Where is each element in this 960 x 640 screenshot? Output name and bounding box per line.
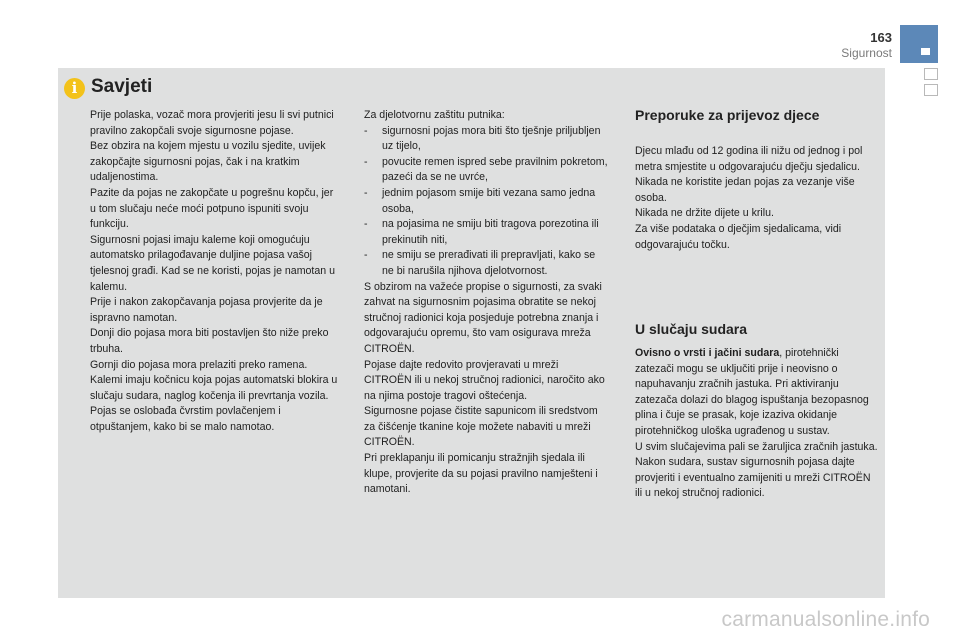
paragraph: Kalemi imaju kočnicu koja pojas automatski blokira u slučaju sudara, naglog kočenja ili prevrtanja vozila. Pojas se oslobađa čvrstim povlačenjem i otpuštanjem, kako bi se malo namotao.: [90, 374, 338, 433]
paragraph: Nikada ne držite dijete u krilu.: [635, 207, 774, 220]
list-dash: -: [364, 186, 368, 199]
section-tab[interactable]: [924, 84, 938, 96]
heading-collision: U slučaju sudara: [635, 321, 748, 337]
list-dash: -: [364, 218, 368, 231]
paragraph: Pri preklapanju ili pomicanju stražnjih sjedala ili klupe, provjerite da su pojasi pravilno namješteni i namotani.: [364, 452, 598, 496]
heading-child-transport: Preporuke za prijevoz djece: [635, 107, 820, 123]
list-item-text: sigurnosni pojas mora biti što tješnje priljubljen uz tijelo,: [382, 124, 601, 153]
list-item: [364, 186, 608, 217]
section-tab-active[interactable]: [900, 25, 938, 63]
list-item-text: na pojasima ne smiju biti tragova porezotina ili prekinutih niti,: [382, 218, 599, 246]
page-number: 163: [870, 30, 892, 45]
paragraph: [635, 346, 879, 440]
paragraph: Prije i nakon zakopčavanja pojasa provjerite da je ispravno namotan.: [90, 296, 323, 324]
advice-column-2: [364, 108, 608, 498]
info-icon: i: [64, 78, 85, 99]
advice-panel: [58, 68, 885, 598]
panel-title: Savjeti: [91, 76, 153, 97]
paragraph: Nikada ne koristite jedan pojas za vezanje više osoba.: [635, 176, 855, 204]
list-item-text: povucite remen ispred sebe pravilnim pokretom, pazeći da se ne uvrće,: [382, 155, 608, 184]
list-dash: -: [364, 124, 368, 137]
paragraph: Gornji dio pojasa mora prelaziti preko ramena.: [90, 358, 308, 371]
advice-column-1: [90, 108, 340, 435]
child-transport-text: [635, 144, 879, 253]
tab-marker: [921, 48, 930, 55]
list-dash: -: [364, 155, 368, 168]
paragraph: Nakon sudara, sustav sigurnosnih pojasa dajte provjeriti i eventualno zamijeniti u mreži CITROËN ili u nekoj stručnoj radionici.: [635, 456, 871, 500]
section-tab[interactable]: [924, 68, 938, 80]
lead-text: Ovisno o vrsti i jačini sudara: [635, 347, 780, 359]
paragraph: Bez obzira na kojem mjestu u vozilu sjedite, uvijek zakopčajte sigurnosni pojas, čak i na kratkim udaljenostima.: [90, 140, 326, 184]
paragraph: Djecu mlađu od 12 godina ili nižu od jednog i pol metra smjestite u odgovarajuću dječju sjedalicu.: [635, 145, 863, 173]
list-item-text: ne smiju se prerađivati ili prepravljati, kako se ne bi narušila njihova djelotvornost.: [382, 249, 596, 277]
paragraph: Donji dio pojasa mora biti postavljen što niže preko trbuha.: [90, 327, 329, 355]
list-item: [364, 124, 608, 155]
paragraph: Sigurnosni pojasi imaju kaleme koji omogućuju automatsko prilagođavanje duljine pojasa vašoj tjelesnoj građi. Kad se ne koristi, pojas je namotan u kalemu.: [90, 233, 335, 293]
collision-text: [635, 346, 879, 502]
list-intro: Za djelotvornu zaštitu putnika:: [364, 109, 505, 121]
paragraph: Pazite da pojas ne zakopčate u pogrešnu kopču, jer u tom slučaju neće moći potpuno ispuniti svoju funkciju.: [90, 186, 334, 231]
watermark: carmanualsonline.info: [721, 608, 930, 631]
section-name: Sigurnost: [841, 46, 892, 60]
paragraph: Sigurnosne pojase čistite sapunicom ili sredstvom za čišćenje tkanine koje možete nabaviti u mreži CITROËN.: [364, 405, 598, 449]
list-item: [364, 248, 608, 279]
list-item: [364, 217, 608, 248]
list-item-text: jednim pojasom smije biti vezana samo jedna osoba,: [382, 186, 596, 215]
list-dash: -: [364, 249, 368, 262]
paragraph: Pojase dajte redovito provjeravati u mreži CITROËN ili u nekoj stručnoj radionici, naročito ako na njima postoje tragovi oštećenja.: [364, 358, 605, 402]
lead-rest-text: , pirotehnički zatezači mogu se uključiti prije i neovisno o napuhavanju zračnih jastuka. Pri aktiviranju zatezača dolazi do blagog ispuštanja bezopasnog plina i čuje se prasak, koje izaziva okidanje pirotehničkog uloška ugrađenog u sustav.: [635, 347, 869, 437]
paragraph: Prije polaska, vozač mora provjeriti jesu li svi putnici pravilno zakopčali svoje sigurnosne pojase.: [90, 109, 334, 137]
paragraph: U svim slučajevima pali se žaruljica zračnih jastuka.: [635, 440, 878, 453]
paragraph: Za više podataka o dječjim sjedalicama, vidi odgovarajuću točku.: [635, 222, 842, 251]
paragraph: S obzirom na važeće propise o sigurnosti, za svaki zahvat na sigurnosnim pojasima obratite se nekoj stručnoj radionici koja posjeduje potrebna znanja i odgovarajuću opremu, što vam osigurava mreža CITROËN.: [364, 280, 602, 355]
list-item: [364, 155, 608, 186]
